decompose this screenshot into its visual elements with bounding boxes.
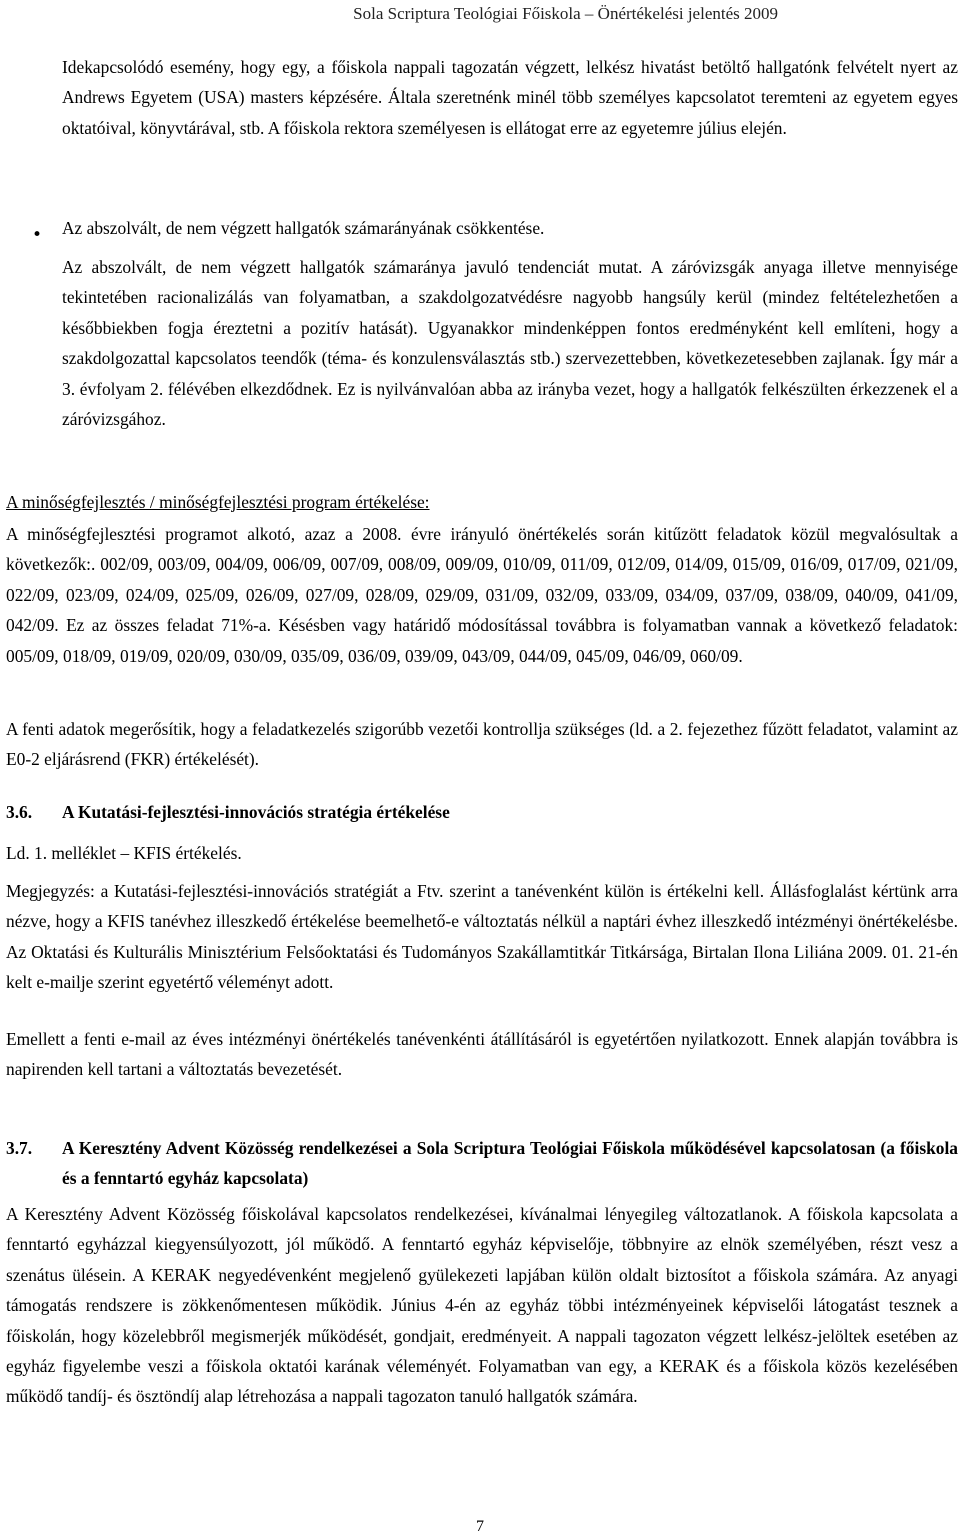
bullet-item-abszolvalt: Az abszolvált, de nem végzett hallgatók számarányának csökkentése. [62,218,545,238]
paragraph-fenti: A fenti adatok megerősítik, hogy a feladatkezelés szigorúbb vezetői kontrollja szükséges (ld. a 2. fejezethez fűzött feladatot, valamint az E0-2 eljárásrend (FKR) értékelését). [6,719,958,770]
section-number: 3.7. [6,1138,33,1158]
section-number: 3.6. [6,802,33,822]
paragraph-emellett: Emellett a fenti e-mail az éves intézményi önértékelés tanévenkénti átállításáról is egyetértően nyilatkozott. Ennek alapján továbbra is napirenden kell tartani a változtatás bevezetését. [6,1029,958,1080]
paragraph-abszolvalt: Az abszolvált, de nem végzett hallgatók számaránya javuló tendenciát mutat. A záróvizsgák anyaga illetve mennyisége tekintetében racionalizálás van folyamatban, a szakdolgozatvédésre nagyobb hangsúly kerül (mindez feltételezhetően a későbbiekben fogja éreztetni a pozitív hatását). Ugyanakkor mindenképpen fontos eredményként kell említeni, hogy a szakdolgozattal kapcsolatos teendők (téma- és konzulensválasztás stb.) szervezettebben, következetesebben zajlanak. Így már a 3. évfolyam 2. félévében elkezdődnek. Ez is nyilvánvalóan abba az irányba vezet, hogy a hallgatók felkészülten érkezzenek el a záróvizsgához. [62,257,958,430]
paragraph-ld: Ld. 1. melléklet – KFIS értékelés. [6,843,242,863]
paragraph-megjegyzes: Megjegyzés: a Kutatási-fejlesztési-innovációs stratégiát a Ftv. szerint a tanévenként külön is értékelni kell. Állásfoglalást kértünk arra nézve, hogy a KFIS tanévhez illeszkedő értékelése beemelhető-e változtatás nélkül a naptári évhez illeszkedő intézményi önértékelésbe. Az Oktatási és Kulturális Minisztérium Felsőoktatási és Tudományos Szakállamtitkár Titkársága, Birtalan Ilona Liliána 2009. 01. 21-én kelt e-mailje szerint egyetértő véleményt adott. [6,881,958,993]
bullet-icon: • [32,225,43,245]
running-header: Sola Scriptura Teológiai Főiskola – Önértékelési jelentés 2009 [353,4,778,23]
paragraph-minoseg: A minőségfejlesztési programot alkotó, azaz a 2008. évre irányuló önértékelés során kitűzött feladatok közül megvalósultak a következők:. 002/09, 003/09, 004/09, 006/09, 007/09, 008/09, 009/09, 010/09, 011/09, 012/09, 014/09, 015/09, 016/09, 017/09, 021/09, 022/09, 023/09, 024/09, 025/09, 026/09, 027/09, 028/09, 029/09, 031/09, 032/09, 033/09, 034/09, 037/09, 038/09, 040/09, 041/09, 042/09. Ez az összes feladat 71%-a. Késésben vagy határidő módosítással továbbra is folyamatban vannak a következő feladatok: 005/09, 018/09, 019/09, 020/09, 030/09, 035/09, 036/09, 039/09, 043/09, 044/09, 045/09, 046/09, 060/09. [6,524,958,666]
paragraph-kak: A Keresztény Advent Közösség főiskolával kapcsolatos rendelkezései, kívánalmai lényegileg változatlanok. A főiskola kapcsolata a fenntartó egyházzal kiegyensúlyozott, jól működő. A fenntartó egyház képviselője, többnyire az elnök személyében, részt vesz a szenátus ülésein. A KERAK negyedévenként megjelenő gyülekezeti lapjában külön oldalt biztosítot a főiskola számára. Az anyagi támogatás rendszere is zökkenőmentesen működik. Június 4-én az egyház többi intézményeinek képviselői látogatást tesznek a főiskolán, hogy közelebbről megismerjék működését, gondjait, eredményeit. A nappali tagozaton végzett lelkész-jelöltek esetében az egyház figyelembe veszi a főiskola oktatói karának véleményét. Folyamatban van egy, a KERAK és a főiskola közös kezelésében működő tandíj- és ösztöndíj alap létrehozása a nappali tagozaton tanuló hallgatók számára. [6,1204,958,1407]
sub-heading-minoseg: A minőségfejlesztés / minőségfejlesztési program értékelése: [6,492,430,512]
paragraph-intro: Idekapcsolódó esemény, hogy egy, a főiskola nappali tagozatán végzett, lelkész hivatást betöltő hallgatónk felvételt nyert az Andrews Egyetem (USA) masters képzésére. Általa szeretnénk minél több személyes kapcsolatot teremteni az egyetem egyes oktatóival, könyvtárával, stb. A főiskola rektora személyesen is ellátogat erre az egyetemre július elején. [62,57,958,138]
page-number: 7 [476,1518,484,1535]
section-heading-3-7 [6,1133,958,1195]
section-title: A Keresztény Advent Közösség rendelkezései a Sola Scriptura Teológiai Főiskola működésével kapcsolatosan (a főiskola és a fenntartó egyház kapcsolata) [62,1138,958,1189]
section-title: A Kutatási-fejlesztési-innovációs stratégia értékelése [62,802,450,822]
